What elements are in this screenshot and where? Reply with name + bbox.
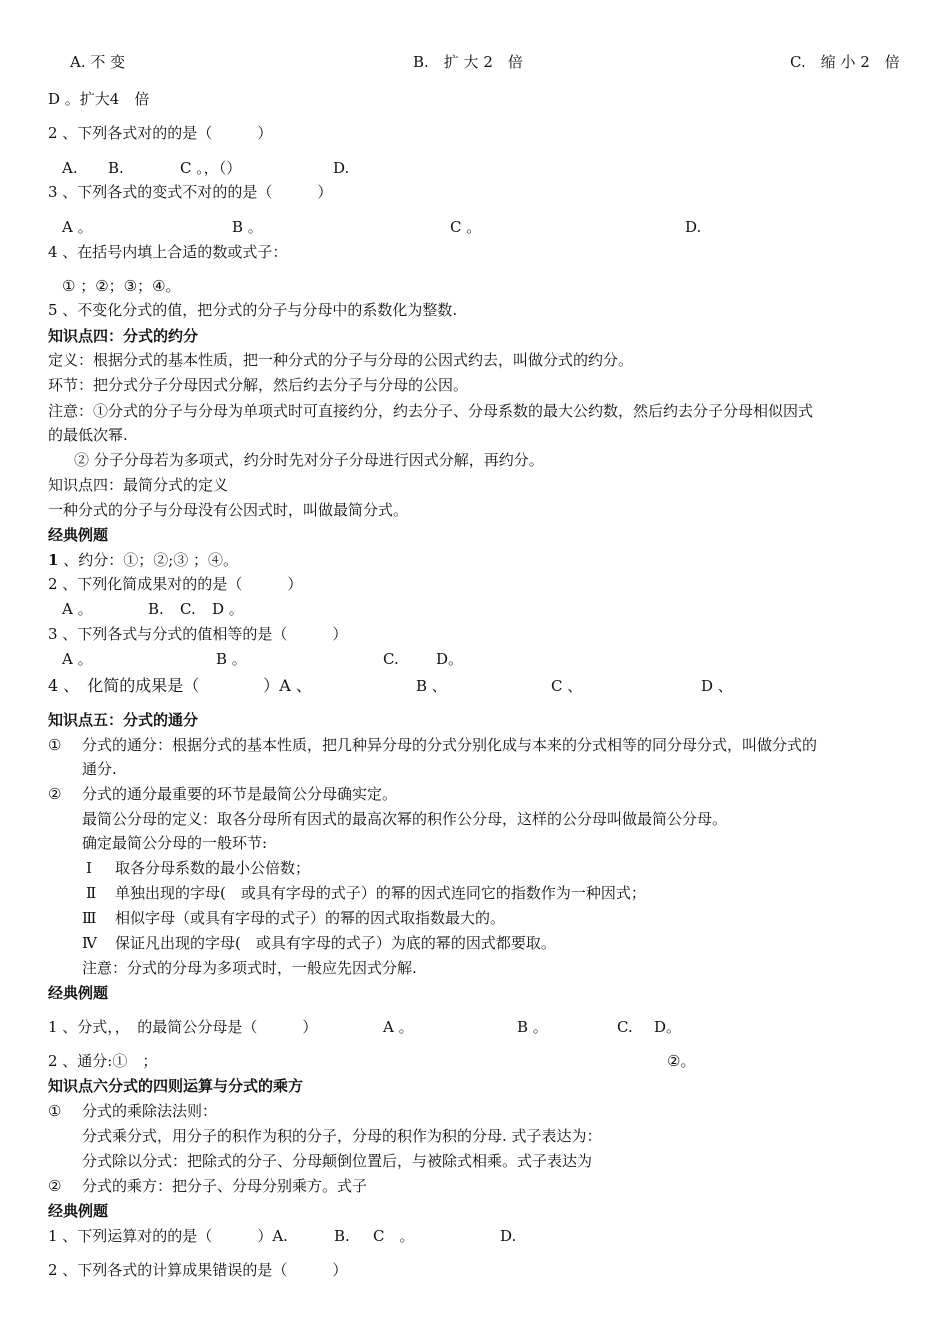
k5-note: 注意：分式的分母为多项式时，一般应先因式分解. [82,959,417,977]
example-1-text: 、约分：①；②;③ ；④。 [58,551,239,569]
ex3-l1-option-d: D. [500,1227,517,1245]
example-title-3: 经典例题 [48,1202,109,1220]
k4-note-1b: 的最低次幂. [48,426,128,444]
ex1-l4-option-c: C 、 [551,677,583,695]
ex3-l1-option-b: B. [334,1227,350,1245]
k6-para-2: 分式乘分式，用分子的积作为积的分子，分母的积作为积的分母. 式子表达为： [82,1127,602,1145]
k5-para-1b: 通分. [82,760,117,778]
example-3-line-1: 1 、下列运算对的的是（ ）A. [48,1227,288,1245]
ex3-l1-option-c: C 。 [373,1227,415,1245]
section-title-k4: 知识点四：分式的约分 [48,327,199,345]
ex1-l2-option-b: B. [148,600,164,618]
ex1-l4-option-b: B 、 [416,677,447,695]
example-2-line-1: 1 、分式，， 的最简公分母是（ ） [48,1018,318,1036]
q2-option-d: D. [333,159,350,177]
k6-marker-2: ② [48,1177,62,1195]
k5-para-4: 确定最简公分母的一般环节: [82,834,268,852]
question-4: 4 、在括号内填上合适的数或式子： [48,243,288,261]
example-3-line-2: 2 、下列各式的计算成果错误的是（ ） [48,1261,348,1279]
k4b-definition: 一种分式的分子与分母没有公因式时，叫做最简分式。 [48,501,409,519]
k5-roman-4: Ⅳ [82,934,97,952]
q2-option-b: B. [108,159,124,177]
k4-steps: 环节：把分式分子分母因式分解，然后约去分子与分母的公因。 [48,376,469,394]
question-2: 2 、下列各式对的的是（ ） [48,124,273,142]
option-a: A. 不 变 [70,53,126,71]
k6-para-3: 分式除以分式：把除式的分子、分母颠倒位置后，与被除式相乘。式子表达为 [82,1152,593,1170]
k6-marker-1: ① [48,1102,62,1120]
ex1-l2-option-d: D 。 [212,600,244,618]
example-2-line-2: 2 、通分:① ； [48,1052,158,1070]
q3-option-a: A 。 [62,218,93,236]
option-c: C. 缩 小 2 倍 [790,53,900,71]
example-2-line-2b: ②。 [667,1052,696,1070]
section-title-k5: 知识点五：分式的通分 [48,711,199,729]
k5-step-1: 取各分母系数的最小公倍数； [115,859,311,877]
k6-para-1: 分式的乘除法法则： [82,1102,218,1120]
k5-roman-1: Ⅰ [86,859,92,877]
example-1-line-3: 3 、下列各式与分式的值相等的是（ ） [48,625,348,643]
k5-para-1: 分式的通分：根据分式的基本性质，把几种异分母的分式分别化成与本来的分式相等的同分母分式，叫做分式的 [82,736,818,754]
question-5: 5 、不变化分式的值，把分式的分子与分母中的系数化为整数. [48,301,458,319]
q2-option-a: A. [62,159,78,177]
ex1-l3-option-d: D。 [436,650,464,668]
ex1-l3-option-b: B 。 [216,650,247,668]
example-1-line-2: 2 、下列化简成果对的的是（ ） [48,575,303,593]
ex2-l1-option-b: B 。 [517,1018,548,1036]
q3-option-d: D. [685,218,702,236]
ex1-l4-option-d: D 、 [701,677,733,695]
example-title-2: 经典例题 [48,984,109,1002]
k5-roman-2: Ⅱ [86,884,97,902]
ex1-l2-option-a: A 。 [62,600,93,618]
option-d: D 。扩大4 倍 [48,90,150,108]
k5-marker-2: ② [48,785,62,803]
ex1-l2-option-c: C. [180,600,196,618]
section-title-k4b: 知识点四：最简分式的定义 [48,476,229,494]
k5-step-3: 相似字母（或具有字母的式子）的幂的因式取指数最大的。 [115,909,506,927]
q3-option-b: B 。 [232,218,263,236]
q2-option-c: C 。，（） [180,159,242,177]
k5-marker-1: ① [48,736,62,754]
k4-note-2: ② 分子分母若为多项式，约分时先对分子分母进行因式分解，再约分。 [74,451,544,469]
example-1-number: 1 [48,551,59,569]
ex2-l1-option-a: A 。 [383,1018,414,1036]
section-title-k6: 知识点六分式的四则运算与分式的乘方 [48,1077,304,1095]
k4-definition: 定义：根据分式的基本性质，把一种分式的分子与分母的公因式约去，叫做分式的约分。 [48,351,634,369]
k5-step-4: 保证凡出现的字母( 或具有字母的式子）为底的幂的因式都要取。 [115,934,556,952]
k5-roman-3: Ⅲ [82,909,97,927]
question-3: 3 、下列各式的变式不对的的是（ ） [48,183,333,201]
q3-option-c: C 。 [450,218,482,236]
k5-para-3: 最简公分母的定义：取各分母所有因式的最高次幂的积作公分母，这样的公分母叫做最简公分母。 [82,810,728,828]
example-title-1: 经典例题 [48,526,109,544]
ex2-l1-option-d: D。 [654,1018,682,1036]
ex2-l1-option-c: C. [617,1018,633,1036]
k4-note-1: 注意：①分式的分子与分母为单项式时可直接约分，约去分子、分母系数的最大公约数，然后约去分子分母相似因式 [48,402,814,420]
ex1-l3-option-c: C. [383,650,399,668]
k6-para-4: 分式的乘方：把分子、分母分别乘方。式子 [82,1177,368,1195]
k5-step-2: 单独出现的字母( 或具有字母的式子）的幂的因式连同它的指数作为一种因式； [115,884,646,902]
option-b: B. 扩 大 2 倍 [413,53,523,71]
ex1-l3-option-a: A 。 [62,650,93,668]
example-1-line-1 [48,550,238,570]
k5-para-2: 分式的通分最重要的环节是最简公分母确实定。 [82,785,398,803]
q4-options: ① ；②；③；④。 [62,277,181,295]
example-1-line-4: 4 、 化简的成果是（ ）A 、 [48,676,312,695]
